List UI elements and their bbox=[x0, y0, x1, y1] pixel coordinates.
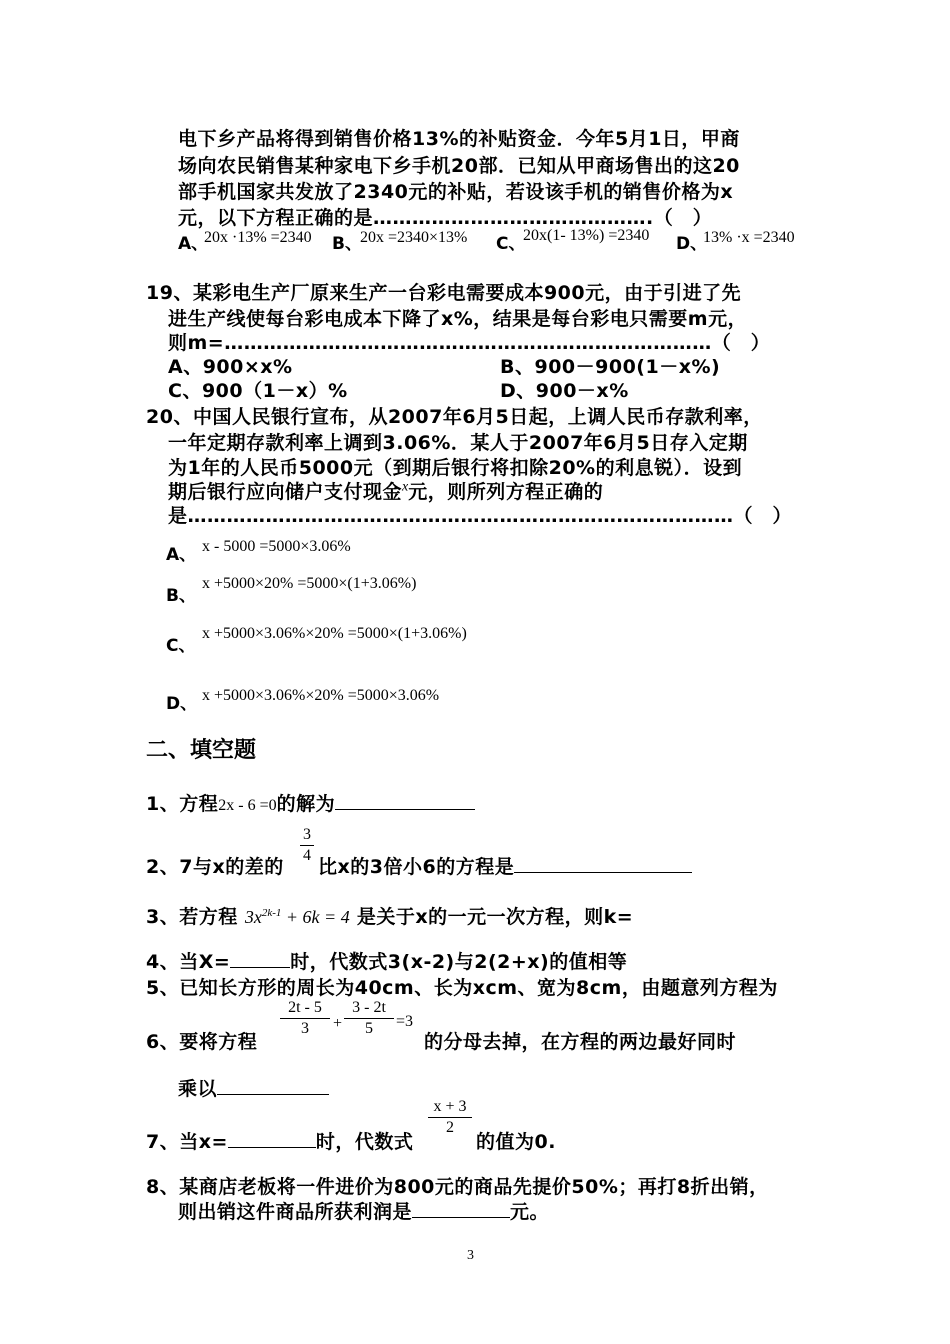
fill-q8-line-2 bbox=[178, 1197, 549, 1224]
q19-line-1: 19、某彩电生产厂原来生产一台彩电需要成本900元，由于引进了先 bbox=[146, 282, 742, 304]
q19-option-a: A、900×x% bbox=[168, 356, 293, 378]
q18-option-c-math: 20x(1- 13%) =2340 bbox=[523, 227, 650, 244]
q20-line-4-text-b: 元，则所列方程正确的 bbox=[408, 481, 604, 503]
fill-q6-fraction-2-denominator: 5 bbox=[365, 1020, 373, 1037]
q18-option-b-label: B、 bbox=[332, 234, 362, 254]
fill-q4 bbox=[146, 947, 627, 974]
fill-q6-text-b: 的分母去掉，在方程的两边最好同时 bbox=[424, 1031, 737, 1053]
fill-q2-fraction-numerator: 3 bbox=[303, 826, 311, 843]
q20-line-5: 是…………………………………………………………………………（ ） bbox=[168, 505, 793, 527]
q18-option-c-label: C、 bbox=[496, 234, 526, 254]
fill-q6-fraction-2-numerator: 3 - 2t bbox=[352, 999, 386, 1016]
page-number: 3 bbox=[467, 1248, 474, 1263]
fill-q7-fraction bbox=[428, 1098, 472, 1137]
q20-option-c-math: x +5000×3.06%×20% =5000×(1+3.06%) bbox=[202, 625, 467, 642]
q20-option-a-math: x - 5000 =5000×3.06% bbox=[202, 538, 351, 555]
fill-q6-fraction-2 bbox=[344, 999, 394, 1038]
q20-line-3: 为1年的人民币5000元（到期后银行将扣除20%的利息锐）．设到 bbox=[168, 457, 743, 479]
q19-option-b: B、900－900(1－x%) bbox=[500, 356, 721, 378]
fill-q7-fraction-denominator: 2 bbox=[446, 1119, 454, 1136]
fill-q7-fraction-numerator: x + 3 bbox=[433, 1098, 467, 1115]
fill-q3-equation-exponent: 2k-1 bbox=[261, 907, 282, 919]
fill-q6-fraction-1-denominator: 3 bbox=[301, 1020, 309, 1037]
q18-option-d-label: D、 bbox=[676, 234, 708, 254]
fill-q6-line-2 bbox=[178, 1074, 329, 1101]
fill-q8-answer-blank[interactable] bbox=[412, 1199, 510, 1218]
fill-q3-text-a: 3、若方程 bbox=[146, 906, 238, 928]
fill-q1-text-b: 的解为 bbox=[276, 793, 336, 815]
fill-q6-answer-blank[interactable] bbox=[217, 1076, 329, 1095]
fill-q6-fraction-1-bar bbox=[280, 1018, 330, 1019]
q20-option-b-label: B、 bbox=[166, 586, 196, 606]
q18-line-2: 场向农民销售某种家电下乡手机20部．已知从甲商场售出的这20 bbox=[178, 155, 740, 177]
fill-q7-text-b: 时，代数式 bbox=[315, 1131, 414, 1153]
q20-option-d-label: D、 bbox=[166, 694, 198, 714]
fill-q8-line-1: 8、某商店老板将一件进价为800元的商品先提价50%；再打8折出销， bbox=[146, 1176, 769, 1198]
fill-q7-text-a: 7、当x= bbox=[146, 1131, 228, 1153]
fill-q1-text-a: 1、方程 bbox=[146, 793, 219, 815]
q19-line-3: 则m=…………………………………………………………………（ ） bbox=[168, 332, 771, 354]
fill-q4-text-a: 4、当X= bbox=[146, 951, 231, 973]
fill-q3-text-b: 是关于x的一元一次方程，则k= bbox=[356, 906, 634, 928]
fill-q1-answer-blank[interactable] bbox=[335, 791, 475, 810]
fill-q7-answer-blank[interactable] bbox=[228, 1129, 316, 1148]
fill-q2-text-a: 2、7与x的差的 bbox=[146, 856, 284, 878]
q20-line-1: 20、中国人民银行宣布，从2007年6月5日起，上调人民币存款利率， bbox=[146, 406, 763, 428]
q20-option-d-math: x +5000×3.06%×20% =5000×3.06% bbox=[202, 687, 440, 704]
q18-line-1: 电下乡产品将得到销售价格13%的补贴资金．今年5月1日，甲商 bbox=[178, 128, 740, 150]
q19-line-2: 进生产线使每台彩电成本下降了x%，结果是每台彩电只需要m元， bbox=[168, 308, 748, 330]
fill-q8-text-b: 元。 bbox=[510, 1201, 550, 1223]
fill-q6-fraction-1 bbox=[280, 999, 330, 1038]
fill-q7-line bbox=[146, 1127, 413, 1154]
fill-q6-fraction-2-bar bbox=[344, 1018, 394, 1019]
fill-q6-text-c: 乘以 bbox=[178, 1078, 218, 1100]
q20-option-c-label: C、 bbox=[166, 636, 196, 656]
q20-line-4-text-a: 期后银行应向储户支付现金 bbox=[168, 481, 403, 503]
fill-q1-equation: 2x - 6 =0 bbox=[218, 797, 277, 814]
fill-q3-equation-rest: + 6k = 4 bbox=[281, 907, 350, 927]
fill-q2-fraction bbox=[300, 826, 314, 865]
q18-option-a-math: 20x ·13% =2340 bbox=[204, 229, 312, 246]
section-heading-fill-in: 二、填空题 bbox=[146, 738, 257, 763]
fill-q3-equation-base: 3x bbox=[244, 907, 262, 927]
fill-q6-plus: + bbox=[333, 1015, 343, 1032]
fill-q5: 5、已知长方形的周长为40cm、长为xcm、宽为8cm，由题意列方程为 bbox=[146, 977, 778, 999]
q18-line-4: 元，以下方程正确的是…………………………………….（ ） bbox=[178, 207, 713, 229]
q19-option-c: C、900（1－x）% bbox=[168, 380, 348, 402]
fill-q2-text-b: 比x的3倍小6的方程是 bbox=[318, 856, 515, 878]
q20-line-4 bbox=[168, 477, 603, 504]
fill-q7-fraction-bar bbox=[428, 1117, 472, 1118]
fill-q2-fraction-denominator: 4 bbox=[303, 847, 311, 864]
q20-variable-x: x bbox=[402, 479, 409, 495]
fill-q6-fraction-1-numerator: 2t - 5 bbox=[288, 999, 322, 1016]
q18-option-a-label: A、 bbox=[178, 234, 209, 254]
q20-line-2: 一年定期存款利率上调到3.06%．某人于2007年6月5日存入定期 bbox=[168, 432, 748, 454]
fill-q4-answer-blank[interactable] bbox=[230, 949, 290, 968]
fill-q8-text-a: 则出销这件商品所获利润是 bbox=[178, 1201, 413, 1223]
fill-q2-answer-blank[interactable] bbox=[514, 854, 692, 873]
fill-q3-equation bbox=[245, 907, 350, 927]
q20-option-a-label: A、 bbox=[166, 545, 197, 565]
q19-option-d: D、900－x% bbox=[500, 380, 629, 402]
fill-q6-equals: =3 bbox=[396, 1013, 414, 1030]
q18-option-b-math: 20x =2340×13% bbox=[360, 229, 468, 246]
fill-q2-fraction-bar bbox=[300, 845, 314, 846]
fill-q4-text-b: 时，代数式3(x-2)与2(2+x)的值相等 bbox=[290, 951, 628, 973]
q18-option-d-math: 13% ·x =2340 bbox=[703, 229, 795, 246]
q18-line-3: 部手机国家共发放了2340元的补贴，若设该手机的销售价格为x bbox=[178, 181, 734, 203]
q20-option-b-math: x +5000×20% =5000×(1+3.06%) bbox=[202, 575, 417, 592]
fill-q3 bbox=[146, 902, 633, 929]
fill-q1 bbox=[146, 789, 475, 816]
fill-q7-text-c: 的值为0. bbox=[476, 1131, 556, 1153]
fill-q6-text-a: 6、要将方程 bbox=[146, 1031, 258, 1053]
fill-q2-line bbox=[318, 852, 692, 879]
